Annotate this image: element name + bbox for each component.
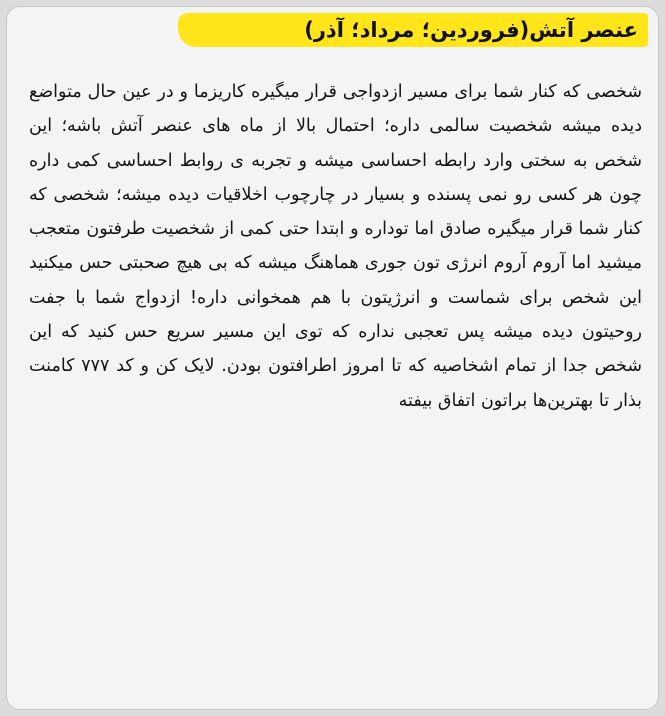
post-card — [6, 6, 659, 710]
post-body-text: شخصی که کنار شما برای مسیر ازدواجی قرار میگیره کاریزما و در عین حال متواضع دیده میشه شخصیت سالمی داره؛ احتمال بالا از ماه های عنصر آتش باشه؛ این شخص به سختی وارد رابطه احساسی میشه و تجربه ی روابط احساسی کمی داره چون هر کسی رو نمی پسنده و بسیار در چارچوب اخلاقیات دیده میشه؛ شخصی که کنار شما قرار میگیره صادق اما توداره و ابتدا حتی کمی از شخصیت طرفتون متعجب میشید اما آروم آروم انرژی تون جوری هماهنگ میشه که بی هیچ صحبتی حس میکنید این شخص برای شماست و انرژیتون با هم همخوانی داره! ازدواج شما با جفت روحیتون دیده میشه پس تعجبی نداره که توی این مسیر سریع حس کنید که این شخص جدا از تمام اشخاصیه که تا امروز اطرافتون بودن. لایک کن و کد ۷۷۷ کامنت بذار تا بهترین‌ها براتون اتفاق بیفته — [29, 82, 642, 411]
post-title: عنصر آتش(فروردین؛ مرداد؛ آذر) — [304, 18, 638, 42]
title-banner — [178, 13, 648, 47]
